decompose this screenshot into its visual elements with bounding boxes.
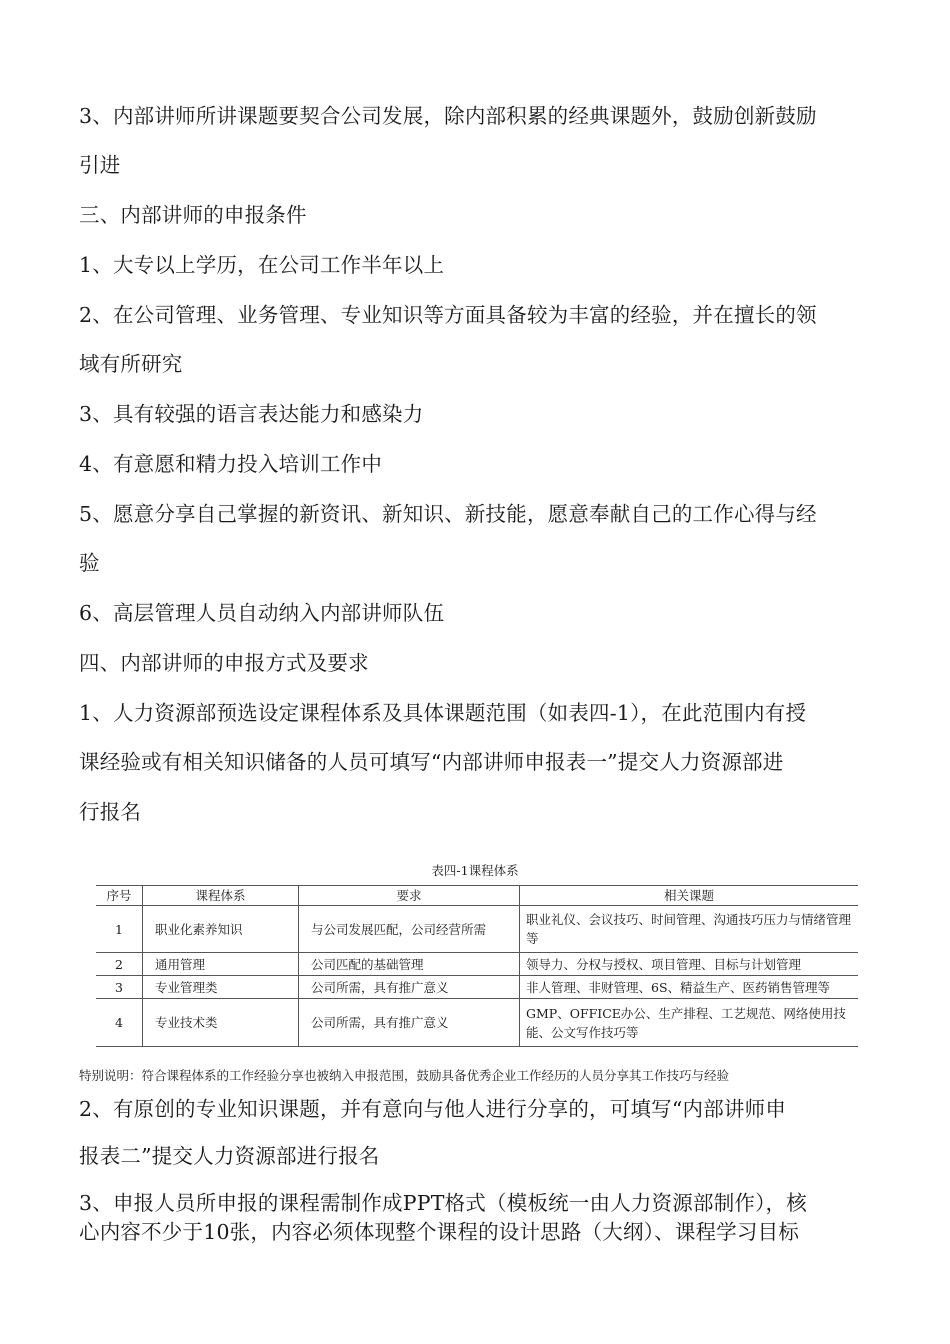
header-system: 课程体系 [143,886,299,906]
paragraph-line: 1、大专以上学历，在公司工作半年以上 [79,253,445,277]
table-header-row [96,886,858,906]
paragraph-line: 报表二”提交人力资源部进行报名 [79,1144,380,1168]
section-heading: 四、内部讲师的申报方式及要求 [79,651,369,675]
paragraph-line: 3、申报人员所申报的课程需制作成PPT格式（模板统一由人力资源部制作），核 [79,1191,807,1215]
paragraph-line: 域有所研究 [79,352,183,376]
cell-topics: 领导力、分权与授权、项目管理、目标与计划管理 [520,953,859,976]
paragraph-line: 3、内部讲师所讲课题要契合公司发展，除内部积累的经典课题外，鼓励创新鼓励 [79,104,817,128]
cell-system: 通用管理 [143,953,299,976]
header-topics: 相关课题 [520,886,859,906]
cell-requirement: 与公司发展匹配，公司经营所需 [299,906,520,953]
table-note: 特别说明：符合课程体系的工作经验分享也被纳入申报范围，鼓励具备优秀企业工作经历的人员分享其工作技巧与经验 [79,1068,730,1083]
cell-no: 1 [96,906,143,953]
paragraph-line: 验 [79,551,100,575]
cell-system: 专业技术类 [143,999,299,1047]
cell-topics: 职业礼仪、会议技巧、时间管理、沟通技巧压力与情绪管理等 [520,906,859,953]
cell-no: 3 [96,976,143,999]
cell-topics: GMP、OFFICE办公、生产排程、工艺规范、网络使用技能、公文写作技巧等 [520,999,859,1047]
paragraph-line: 5、愿意分享自己掌握的新资讯、新知识、新技能，愿意奉献自己的工作心得与经 [79,502,817,526]
paragraph-line: 3、具有较强的语言表达能力和感染力 [79,402,424,426]
paragraph-line: 行报名 [79,800,142,824]
table-row [96,906,858,953]
paragraph-line: 1、人力资源部预选设定课程体系及具体课题范围（如表四-1），在此范围内有授 [79,701,807,725]
header-no: 序号 [96,886,143,906]
table-row [96,999,858,1047]
cell-topics: 非人管理、非财管理、6S、精益生产、医药销售管理等 [520,976,859,999]
paragraph-line: 2、有原创的专业知识课题，并有意向与他人进行分享的，可填写“内部讲师申 [79,1097,787,1121]
cell-requirement: 公司所需，具有推广意义 [299,976,520,999]
table-caption: 表四-1课程体系 [431,863,519,878]
cell-requirement: 公司所需，具有推广意义 [299,999,520,1047]
cell-system: 职业化素养知识 [143,906,299,953]
table-row [96,953,858,976]
cell-no: 2 [96,953,143,976]
paragraph-line: 引进 [79,153,121,177]
table-row [96,976,858,999]
cell-system: 专业管理类 [143,976,299,999]
paragraph-line: 2、在公司管理、业务管理、专业知识等方面具备较为丰富的经验，并在擅长的领 [79,303,817,327]
paragraph-line: 课经验或有相关知识储备的人员可填写“内部讲师申报表一”提交人力资源部进 [79,750,784,774]
cell-requirement: 公司匹配的基础管理 [299,953,520,976]
course-system-table [96,885,858,1047]
section-heading: 三、内部讲师的申报条件 [79,203,307,227]
paragraph-line: 6、高层管理人员自动纳入内部讲师队伍 [79,601,445,625]
cell-no: 4 [96,999,143,1047]
paragraph-line: 4、有意愿和精力投入培训工作中 [79,452,383,476]
header-requirement: 要求 [299,886,520,906]
paragraph-line: 心内容不少于10张，内容必须体现整个课程的设计思路（大纲）、课程学习目标 [79,1220,800,1244]
